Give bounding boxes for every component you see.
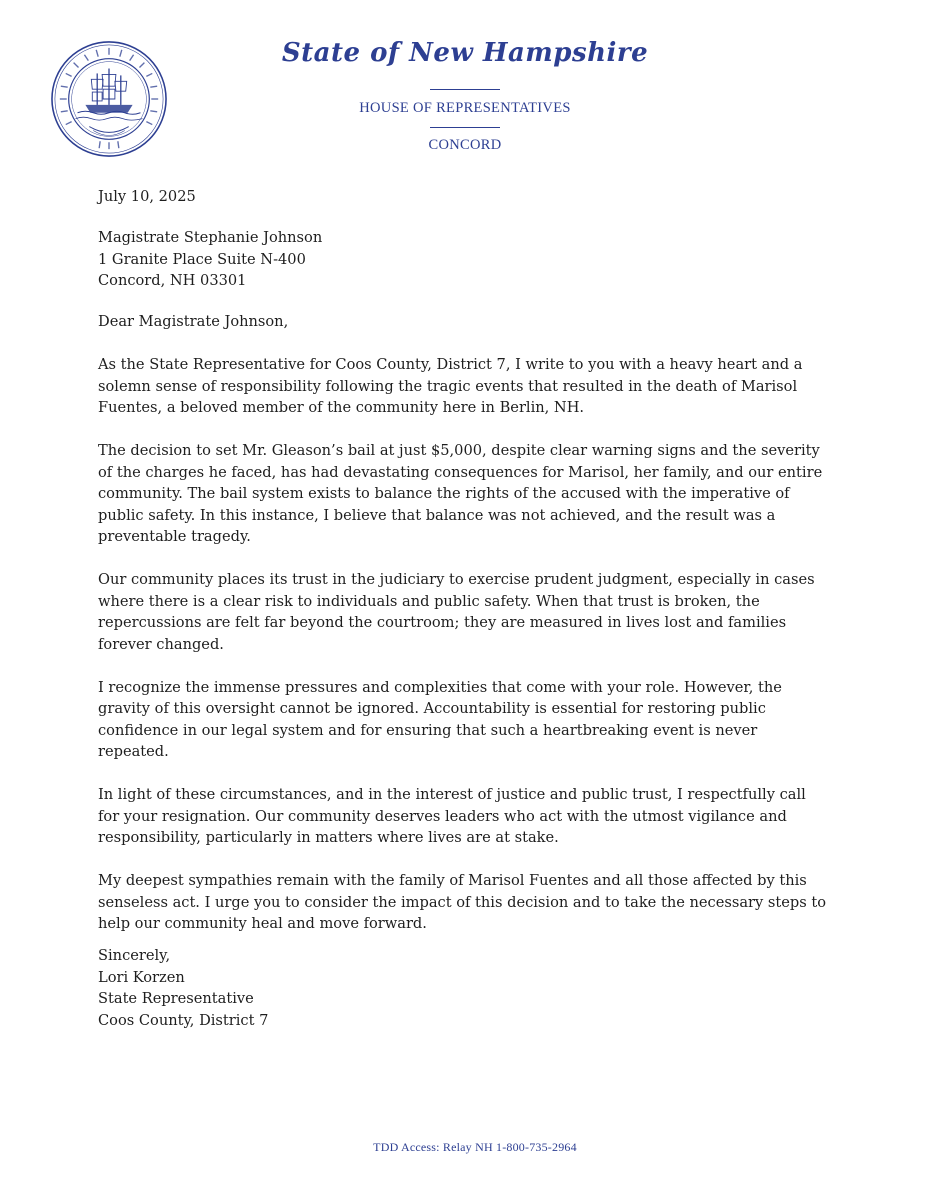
state-seal <box>50 40 168 158</box>
letter-date: July 10, 2025 <box>98 188 196 205</box>
paragraph: Our community places its trust in the judiciary to exercise prudent judgment, especially in cases where there is a clear risk to individuals and public safety. When that trust is broken, the repercussions are felt far beyond the courtroom; they are measured in lives lost and families forever changed. <box>98 571 815 653</box>
signer-title: State Representative <box>98 990 254 1007</box>
paragraph: My deepest sympathies remain with the family of Marisol Fuentes and all those affected by this senseless act. I urge you to consider the impact of this decision and to take the necessary steps to help our community heal and move forward. <box>98 872 826 932</box>
letterhead-rule-top <box>430 89 500 90</box>
paragraph: As the State Representative for Coos County, District 7, I write to you with a heavy heart and a solemn sense of responsibility following the tragic events that resulted in the death of Marisol Fuentes, a beloved member of the community here in Berlin, NH. <box>98 356 803 416</box>
letterhead-city: CONCORD <box>428 137 502 153</box>
paragraph: In light of these circumstances, and in the interest of justice and public trust, I respectfully call for your resignation. Our community deserves leaders who act with the utmost vigilance and responsibility, particularly in matters where lives are at stake. <box>98 786 806 846</box>
recipient-name: Magistrate Stephanie Johnson <box>98 229 323 246</box>
signature-block <box>98 945 818 1031</box>
recipient-city: Concord, NH 03301 <box>98 272 247 289</box>
letter-body <box>98 311 828 956</box>
paragraph: The decision to set Mr. Gleason’s bail at just $5,000, despite clear warning signs and the severity of the charges he faced, has had devastating consequences for Marisol, her family, and our entire community. The bail system exists to balance the rights of the accused with the imperative of public safety. In this instance, I believe that balance was not achieved, and the result was a preventable tragedy. <box>98 442 823 545</box>
recipient-street: 1 Granite Place Suite N-400 <box>98 250 306 268</box>
letterhead-rule-bottom <box>430 127 500 128</box>
paragraph: I recognize the immense pressures and complexities that come with your role. However, the gravity of this oversight cannot be ignored. Accountability is essential for restoring public confidence in our legal system and for ensuring that such a heartbreaking event is never repeated. <box>98 678 782 760</box>
letterhead-title: State of New Hampshire <box>281 38 649 68</box>
recipient-address <box>98 227 818 292</box>
salutation: Dear Magistrate Johnson, <box>98 313 289 330</box>
signer-district: Coos County, District 7 <box>98 1011 269 1029</box>
letterhead-house: HOUSE OF REPRESENTATIVES <box>359 100 571 116</box>
tdd-footer: TDD Access: Relay NH 1-800-735-2964 <box>373 1140 577 1154</box>
signer-name: Lori Korzen <box>98 968 185 986</box>
valediction: Sincerely, <box>98 947 171 964</box>
